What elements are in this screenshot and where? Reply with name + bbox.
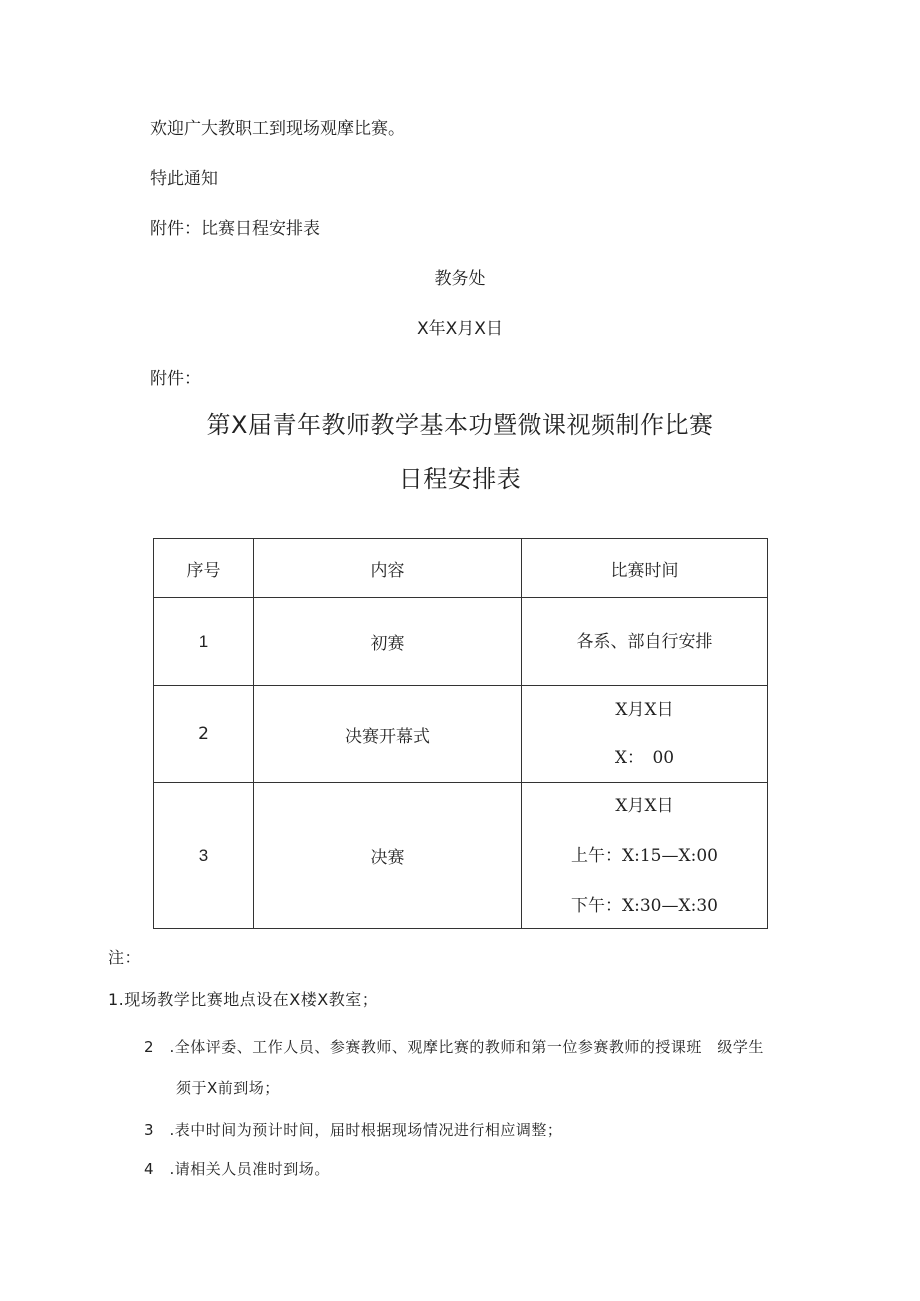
row-number: 1 <box>154 598 254 686</box>
schedule-title: 第X届青年教师教学基本功暨微课视频制作比赛 <box>206 411 714 439</box>
note-item: 1.现场教学比赛地点设在X楼X教室； <box>108 990 379 1009</box>
table-row <box>154 598 768 686</box>
table-header-row <box>154 539 768 598</box>
header-number: 序号 <box>154 539 254 598</box>
row-time-line: 上午：X:15—X:00 <box>571 845 718 866</box>
row-time-line: X： 00 <box>614 748 675 768</box>
welcome-text: 欢迎广大教职工到现场观摩比赛。 <box>150 119 405 139</box>
attachment-reference: 附件：比赛日程安排表 <box>150 219 320 239</box>
row-time <box>522 598 768 686</box>
note-item: 4 .请相关人员准时到场。 <box>144 1160 330 1178</box>
row-content: 决赛 <box>254 783 522 929</box>
header-time: 比赛时间 <box>522 539 768 598</box>
row-content: 决赛开幕式 <box>254 686 522 783</box>
schedule-subtitle: 日程安排表 <box>398 465 522 493</box>
row-number: 2 <box>154 686 254 783</box>
table-row <box>154 686 768 783</box>
row-time-line: 各系、部自行安排 <box>576 631 713 652</box>
row-number: 3 <box>154 783 254 929</box>
row-time-line: X月X日 <box>615 700 674 720</box>
issue-date: X年X月X日 <box>417 319 503 339</box>
notes-label: 注： <box>108 948 142 967</box>
schedule-table <box>153 538 768 929</box>
note-item: 2 .全体评委、工作人员、参赛教师、观摩比赛的教师和第一位参赛教师的授课班 级学生 <box>144 1038 764 1056</box>
note-item-continuation: 须于X前到场； <box>176 1079 280 1097</box>
department-signature: 教务处 <box>434 269 486 289</box>
row-time-line: X月X日 <box>615 795 674 816</box>
notice-text: 特此通知 <box>150 169 218 189</box>
table-row <box>154 783 768 929</box>
attachment-label: 附件： <box>150 369 201 389</box>
header-content: 内容 <box>254 539 522 598</box>
row-time <box>522 686 768 783</box>
note-item: 3 .表中时间为预计时间，届时根据现场情况进行相应调整； <box>144 1121 563 1139</box>
row-time <box>522 783 768 929</box>
row-time-line: 下午：X:30—X:30 <box>571 895 718 916</box>
row-content: 初赛 <box>254 598 522 686</box>
